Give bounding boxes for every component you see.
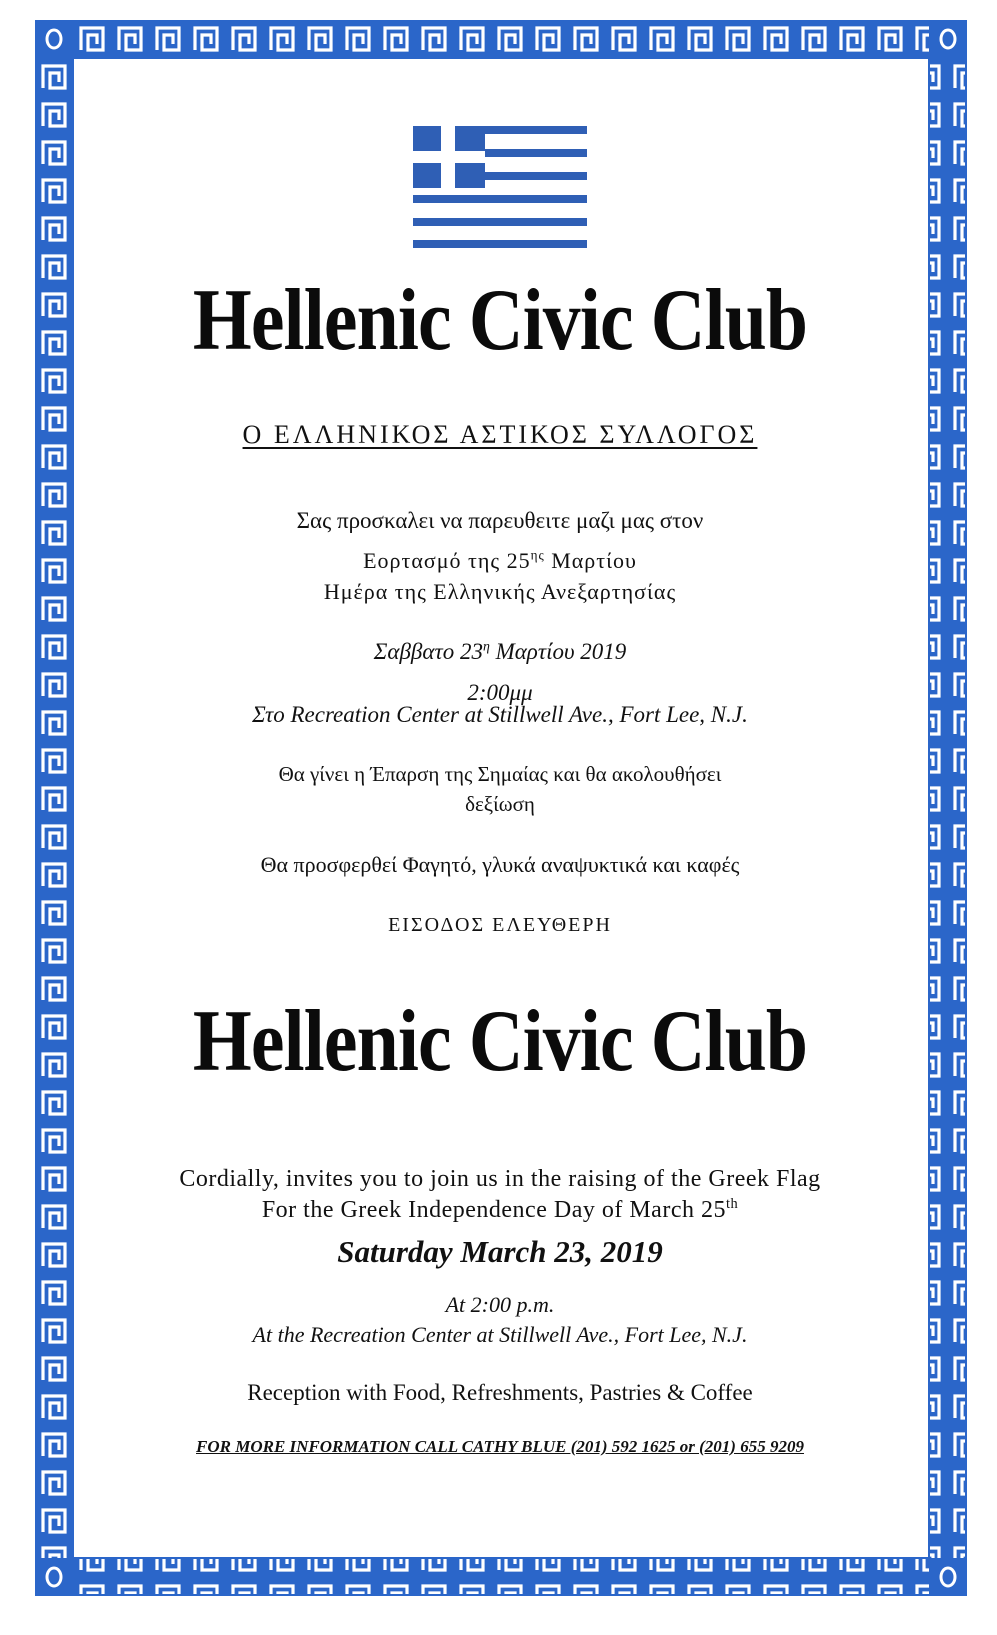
greek-independence: Ημέρα της Ελληνικής Ανεξαρτησίας (323, 579, 677, 604)
greek-flag-raising-1: Θα γίνει η Έπαρση της Σημαίας και θα ακολουθήσει (278, 762, 722, 786)
greek-time: 2:00μμ (467, 680, 533, 705)
greek-celebration: Εορτασμό της $25^{\eta\varsigma}$ Μαρτίου (363, 547, 637, 573)
english-reception: Reception with Food, Refreshments, Pastries & Coffee (247, 1380, 753, 1405)
greek-flag-raising-2: δεξίωση (465, 792, 535, 816)
english-venue: At the Recreation Center at Stillwell Ave., Fort Lee, N.J. (252, 1322, 748, 1347)
greek-venue: Στο Recreation Center at Stillwell Ave., Fort Lee, N.J. (252, 702, 748, 727)
english-section-title: Hellenic Civic Club (192, 993, 808, 1090)
english-time: At 2:00 p.m. (445, 1292, 555, 1317)
flyer-content (100, 80, 900, 1530)
english-date: Saturday March 23, 2019 (337, 1234, 663, 1269)
contact-info: FOR MORE INFORMATION CALL CATHY BLUE (201) 592 1625 or (201) 655 9209 (196, 1437, 804, 1456)
greek-date: Σαββατο $23^\eta$ Μαρτίου 2019 (373, 638, 627, 664)
greek-invite: Σας προσκαλει να παρευθειτε μαζι μας στον (296, 508, 704, 533)
greek-admission: ΕΙΣΟΔΟΣ ΕΛΕΥΘΕΡΗ (388, 914, 612, 936)
english-invite-1: Cordially, invites you to join us in the raising of the Greek Flag (179, 1166, 821, 1192)
greek-food: Θα προσφερθεί Φαγητό, γλυκά αναψυκτικά και καφές (260, 852, 740, 877)
greek-section-title: Hellenic Civic Club (192, 272, 808, 369)
english-invite-2: For the Greek Independence Day of March 25th (261, 1196, 739, 1223)
greek-flag-icon (413, 126, 587, 248)
society-name: Ο ΕΛΛΗΝΙΚΟΣ ΑΣΤΙΚΟΣ ΣΥΛΛΟΓΟΣ (242, 420, 758, 449)
